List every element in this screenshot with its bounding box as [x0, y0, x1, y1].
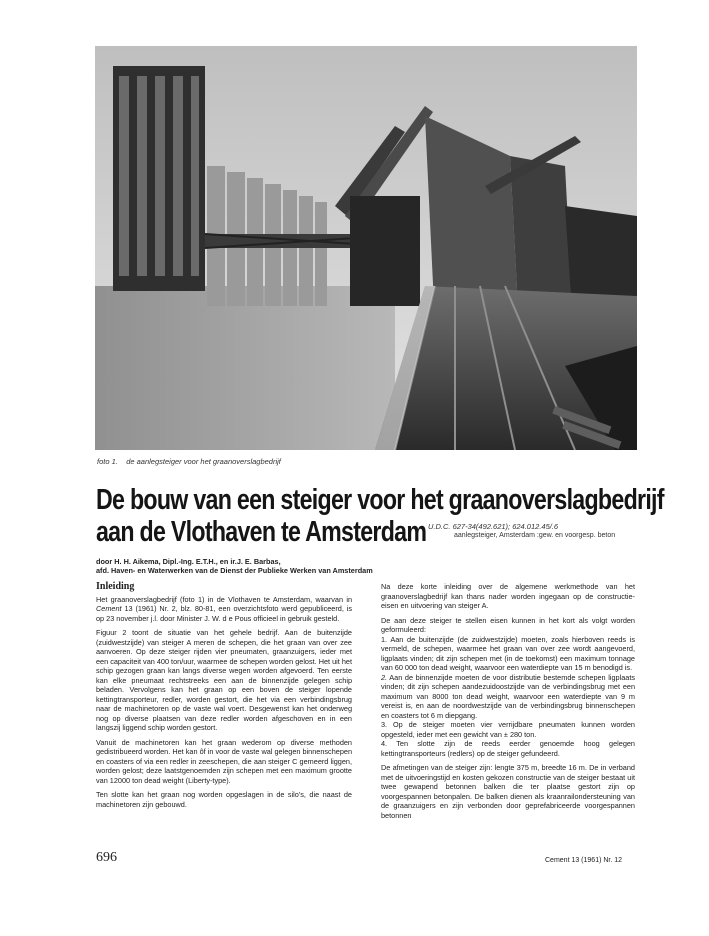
paragraph: Vanuit de machinetoren kan het graan wederom op diverse methoden gedistribueerd worden. Het kan ôf in voor de vaste wal gelegen binnenschepen en coasters of via een redler in zeeschepen, die aan steiger C gemeerd liggen, worden gelost; deze laatstgenoemden zijn schepen met een maximum grootte van 12000 ton dead weight (Liberty-type). [96, 737, 352, 785]
photo-caption-label: foto 1. [97, 457, 118, 466]
journal-reference: Cement 13 (1961) Nr. 12 [545, 857, 623, 864]
paragraph: Na deze korte inleiding over de algemene werkmethode van het graanoverslagbedrijf kan thans nader worden ingegaan op de constructie-eisen en uitvoering van steiger A. [381, 582, 635, 610]
paragraph: De afmetingen van de steiger zijn: lengte 375 m, breedte 16 m. De in verband met de uitvoeringstijd en kosten gekozen constructie van de steiger bestaat uit twee gewapend betonnen balken die ter plaatse gestort zijn op voorgespannen betonpalen. De balken dienen als kraanrailondersteuning van de graanzuigers en zijn verbonden door geprefabriceerde voorgespannen betonnen [381, 763, 635, 820]
paragraph-text: 13 (1961) Nr. 2, blz. 80-81, een overzichtsfoto werd gepubliceerd, is op 23 november j.l. door Minister J. W. d e Pous officieel in gebruik gesteld. [96, 604, 353, 623]
authors-names: door H. H. Aikema, Dipl.-Ing. E.T.H., en ir.J. E. Barbas, [96, 557, 281, 566]
paragraph: Figuur 2 toont de situatie van het gehele bedrijf. Aan de buitenzijde (zuidwestzijde) van steiger A meren de schepen, die het graan van over zee aanvoeren. Op deze steiger rijden vier pneumaten, graanzuigers, ieder met een capaciteit van 400 ton/uur, waarmee de schepen worden gelost. Het uit het schip gezogen graan kan langs diverse wegen worden afgevoerd. Ten eerste kan elke pneumaat rechtstreeks een aan de binnenzijde gelegen schip beladen. Vervolgens kan het graan op een boven de steiger lopende kettingtransporteur, redler, worden gestort, die het via een verbindingsbrug naar de machinetoren op de vaste wal voert. Desgewenst kan het onderweg nog op diverse plaatsen van deze redler worden afgeschoven en in een langszij liggend schip worden gestort. [96, 628, 352, 732]
keywords: aanlegsteiger, Amsterdam :gew. en voorgesp. beton [454, 532, 616, 539]
journal-name: Cement [96, 604, 122, 613]
pier-photograph [95, 46, 637, 450]
requirements-list [381, 616, 635, 759]
paragraph-text: Het graanoverslagbedrijf (foto 1) in de Vlothaven te Amsterdam, waarvan in [96, 594, 352, 604]
left-column [96, 582, 352, 814]
list-intro: De aan deze steiger te stellen eisen kunnen in het kort als volgt worden geformuleerd: [381, 615, 635, 634]
udc-classification: U.D.C. 627-34(492.621); 624.012.45/.6 [428, 522, 559, 531]
page-number: 696 [96, 850, 117, 865]
list-item-number: 2. [381, 672, 388, 682]
article-title-line-1: De bouw van een steiger voor het graanoverslagbedrijf [96, 484, 664, 516]
list-item: 4. Ten slotte zijn de reeds eerder genoemde hoog gelegen kettingtransporteurs (redlers) op de steiger gefundeerd. [381, 739, 635, 758]
photo-caption [97, 457, 281, 466]
section-heading: Inleiding [96, 581, 135, 592]
article-title-line-2: aan de Vlothaven te Amsterdam [96, 516, 427, 548]
authors-block [96, 557, 373, 575]
list-item: 1. Aan de buitenzijde (de zuidwestzijde) moeten, zoals hierboven reeds is vermeld, de schepen, waarmee het graan van over zee wordt aangevoerd, ligplaats vinden; dit zijn schepen met (in de toekomst) een maximum tonnage van 60 000 ton dead weight, waarvoor een waterdiepte van 15 m benodigd is. [381, 634, 635, 672]
list-item: 3. Op de steiger moeten vier verrijdbare pneumaten kunnen worden opgesteld, ieder met een gewicht van ± 280 ton. [381, 720, 635, 739]
authors-affiliation: afd. Haven- en Waterwerken van de Dienst der Publieke Werken van Amsterdam [96, 566, 373, 575]
right-column [381, 582, 635, 825]
paragraph [96, 595, 352, 624]
paragraph: Ten slotte kan het graan nog worden opgeslagen in de silo's, die naast de machinetoren zijn gebouwd. [96, 790, 352, 809]
list-item: Aan de binnenzijde moeten de voor distributie bestemde schepen ligplaats vinden; dit zijn schepen aandezuidoostzijde van de verbindingsbrug met een maximum van 8000 ton dead weight, waarvoor een waterdiepte van 9 m vereist is, en aan de noordwestzijde van de verbindingsbrug binnenschepen en coasters tot 6 m diepgang. [381, 672, 635, 720]
photo-caption-text: de aanlegsteiger voor het graanoverslagbedrijf [126, 457, 281, 466]
